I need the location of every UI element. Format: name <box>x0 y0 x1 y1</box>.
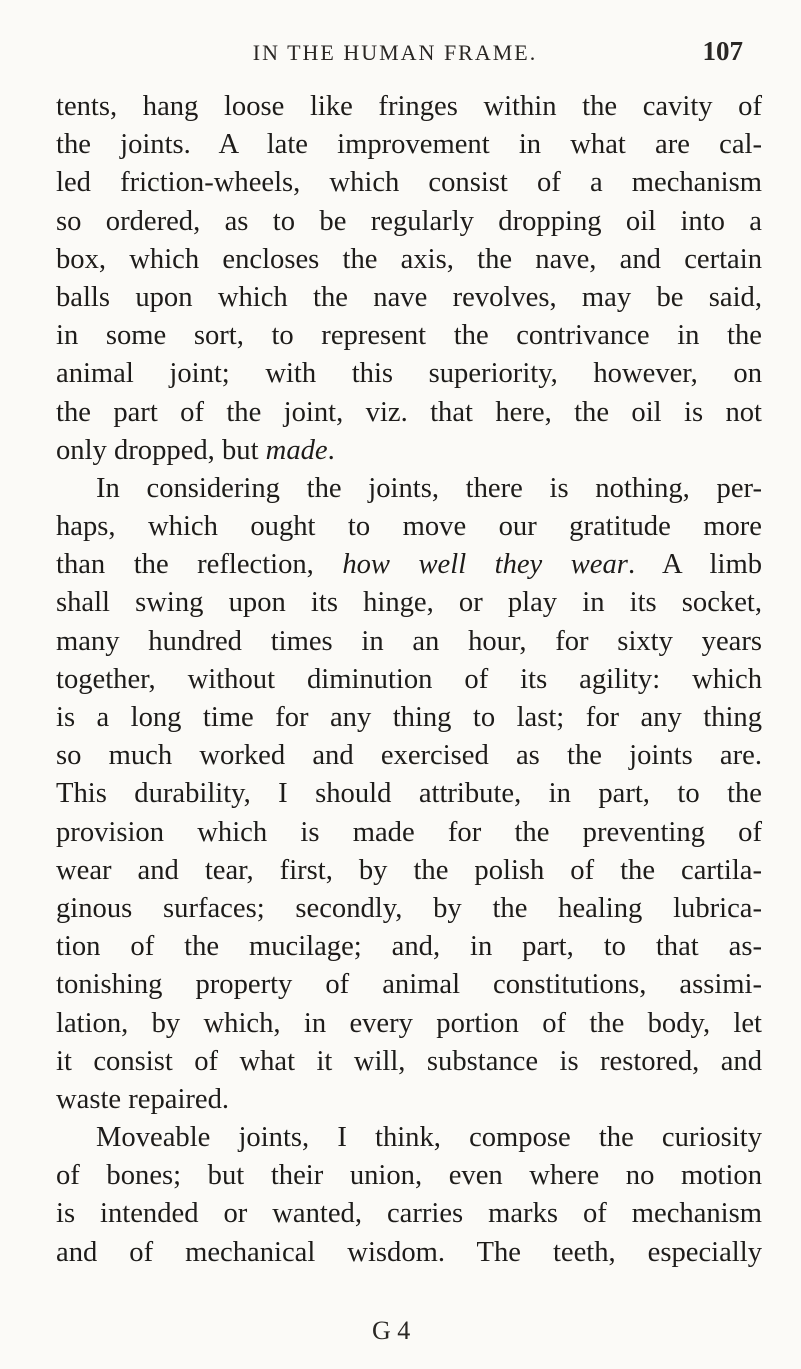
text-line: the part of the joint, viz. that here, the oil is not <box>56 396 762 428</box>
page-number: 107 <box>702 36 743 66</box>
text-line: waste repaired. <box>56 1083 230 1115</box>
paragraph-start-line: Moveable joints, I think, compose the curiosity <box>96 1122 762 1154</box>
text-line: than the reflection, how well they wear. A limb <box>56 549 762 581</box>
text-line: is intended or wanted, carries marks of mechanism <box>56 1198 762 1230</box>
text-line: of bones; but their union, even where no motion <box>56 1160 762 1192</box>
body-text <box>56 88 762 1272</box>
text-line: so much worked and exercised as the joints are. <box>56 740 762 772</box>
text-line: ginous surfaces; secondly, by the healing lubrica- <box>56 892 762 924</box>
text-line: shall swing upon its hinge, or play in its socket, <box>56 587 762 619</box>
text-line: tonishing property of animal constitutions, assimi- <box>56 969 762 1001</box>
text-line: only dropped, but made. <box>56 434 335 466</box>
text-line: in some sort, to represent the contrivance in the <box>56 320 762 352</box>
text-line: led friction-wheels, which consist of a mechanism <box>56 167 762 199</box>
text-line: tion of the mucilage; and, in part, to that as- <box>56 931 762 963</box>
text-line: This durability, I should attribute, in part, to the <box>56 778 762 810</box>
paragraph-start-line: In considering the joints, there is nothing, per- <box>96 472 762 504</box>
signature-mark: G 4 <box>372 1316 411 1345</box>
text-line: tents, hang loose like fringes within the cavity of <box>56 91 762 122</box>
text-line: so ordered, as to be regularly dropping oil into a <box>56 205 762 237</box>
text-line: wear and tear, first, by the polish of the cartila- <box>56 854 762 886</box>
text-line: it consist of what it will, substance is restored, and <box>56 1045 762 1077</box>
emphasis-text: made <box>265 434 328 466</box>
text-line: together, without diminution of its agility: which <box>56 663 762 695</box>
text-line: balls upon which the nave revolves, may be said, <box>56 281 762 313</box>
text-line: many hundred times in an hour, for sixty years <box>56 625 762 657</box>
text-line: box, which encloses the axis, the nave, and certain <box>56 243 762 275</box>
text-line: is a long time for any thing to last; for any thing <box>56 702 762 733</box>
running-head: IN THE HUMAN FRAME. <box>252 40 538 65</box>
text-line: haps, which ought to move our gratitude more <box>56 511 762 543</box>
emphasis-text: how well they wear <box>342 549 628 581</box>
text-line: provision which is made for the preventing of <box>56 816 762 848</box>
text-line: and of mechanical wisdom. The teeth, especially <box>56 1236 762 1268</box>
text-line: the joints. A late improvement in what are cal- <box>56 129 762 161</box>
text-line: animal joint; with this superiority, however, on <box>56 358 762 390</box>
text-line: lation, by which, in every portion of the body, let <box>56 1007 762 1039</box>
